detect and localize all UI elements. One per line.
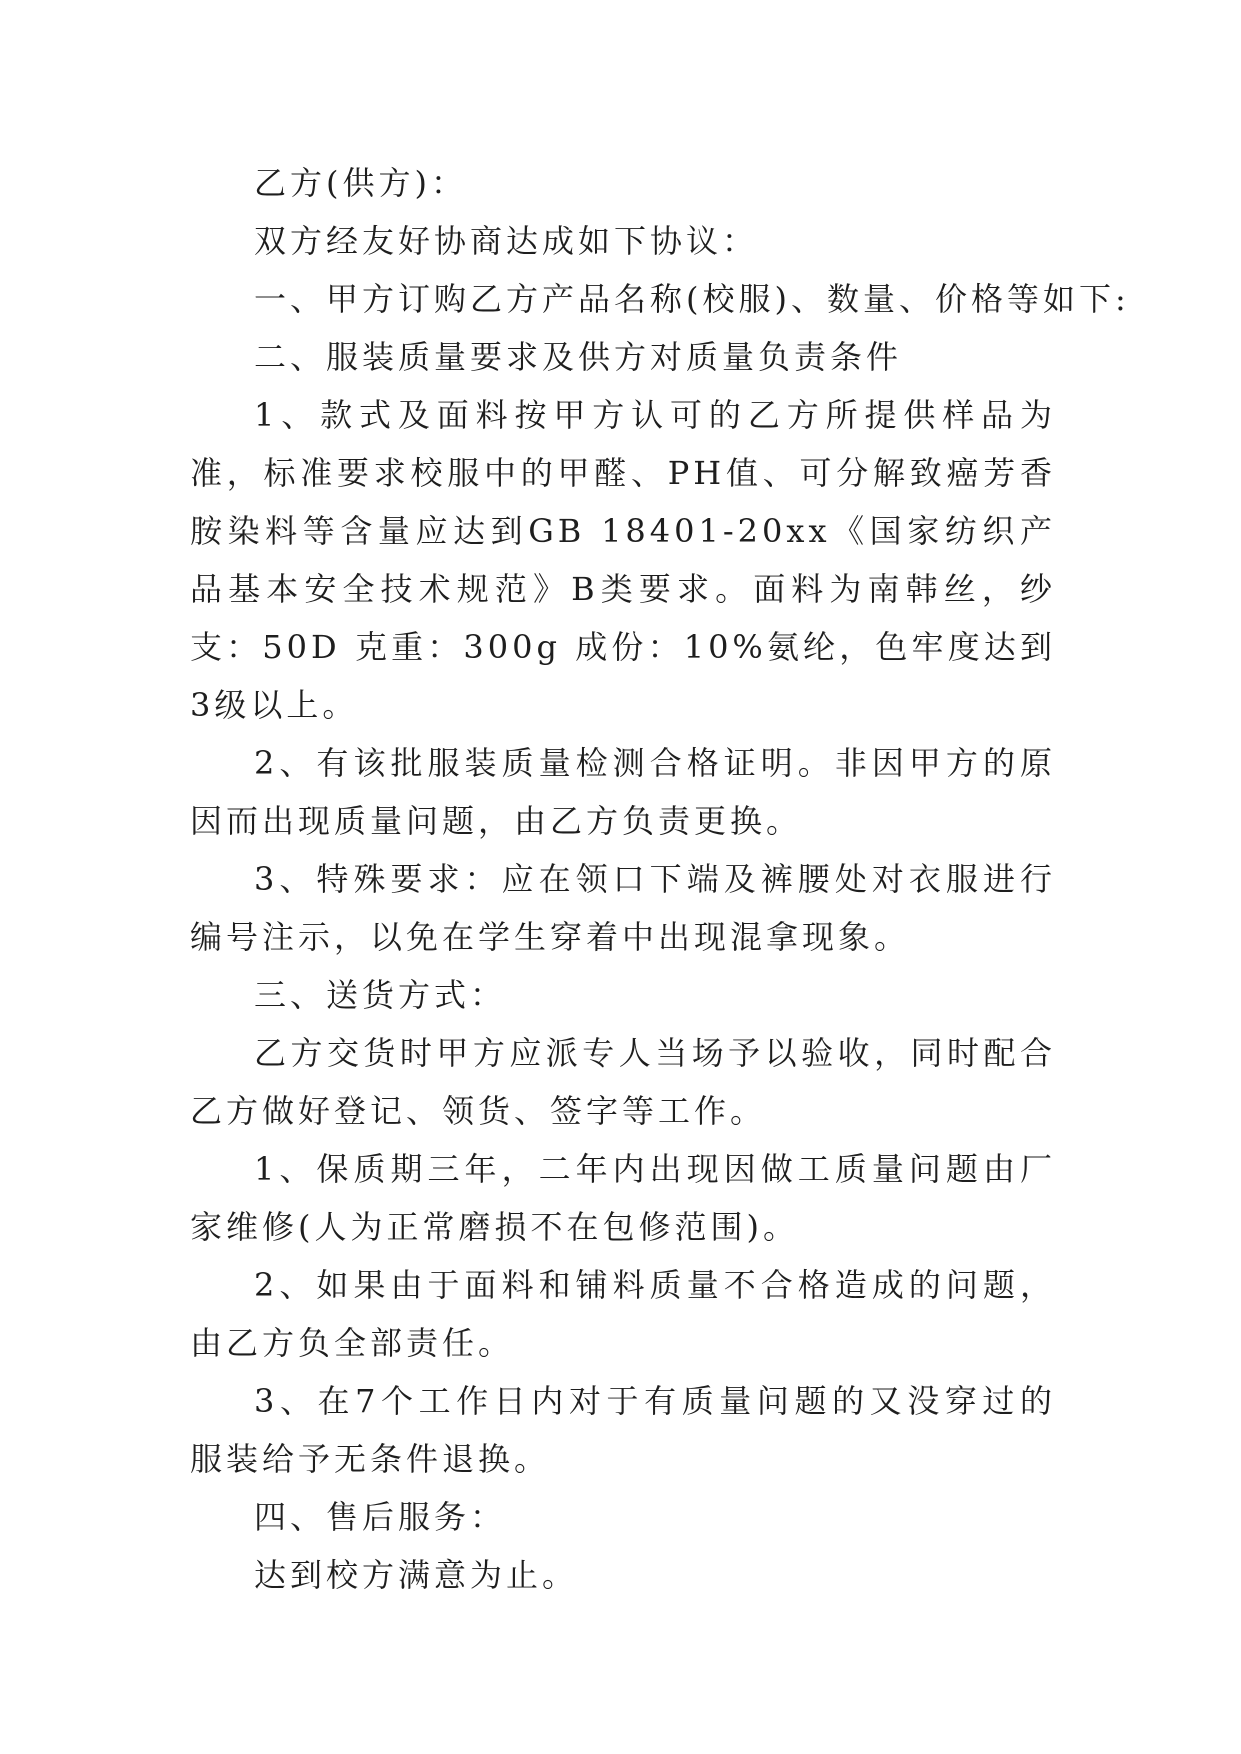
section-three-heading: 三、送货方式： xyxy=(254,976,507,1014)
quality-clause-1: 1、款式及面料按甲方认可的乙方所提供样品为准，标准要求校服中的甲醛、PH值、可分解致癌芳香胺染料等含量应达到GB 18401-20xx《国家纺织产品基本安全技术规范》B类要求。面料为南韩丝，纱支：50D 克重：300g 成份：10%氨纶，色牢度达到3级以上。 xyxy=(190,396,1056,724)
warranty-clause-3: 3、在7个工作日内对于有质量问题的又没穿过的服装给予无条件退换。 xyxy=(190,1382,1056,1478)
delivery-clause: 乙方交货时甲方应派专人当场予以验收，同时配合乙方做好登记、领货、签字等工作。 xyxy=(190,1034,1056,1130)
section-four-heading: 四、售后服务： xyxy=(254,1498,507,1536)
after-sales-clause: 达到校方满意为止。 xyxy=(254,1556,579,1594)
quality-clause-3: 3、特殊要求：应在领口下端及裤腰处对衣服进行编号注示，以免在学生穿着中出现混拿现象。 xyxy=(190,860,1056,956)
warranty-clause-2: 2、如果由于面料和铺料质量不合格造成的问题，由乙方负全部责任。 xyxy=(190,1266,1056,1362)
section-one-heading: 一、甲方订购乙方产品名称(校服)、数量、价格等如下: xyxy=(254,280,1130,318)
agreement-intro: 双方经友好协商达成如下协议： xyxy=(254,222,759,260)
warranty-clause-1: 1、保质期三年，二年内出现因做工质量问题由厂家维修(人为正常磨损不在包修范围)。 xyxy=(190,1150,1056,1246)
quality-clause-2: 2、有该批服装质量检测合格证明。非因甲方的原因而出现质量问题，由乙方负责更换。 xyxy=(190,744,1056,840)
party-b-label: 乙方(供方)： xyxy=(254,164,467,202)
document-body xyxy=(190,154,1130,1604)
section-two-heading: 二、服装质量要求及供方对质量负责条件 xyxy=(254,338,903,376)
